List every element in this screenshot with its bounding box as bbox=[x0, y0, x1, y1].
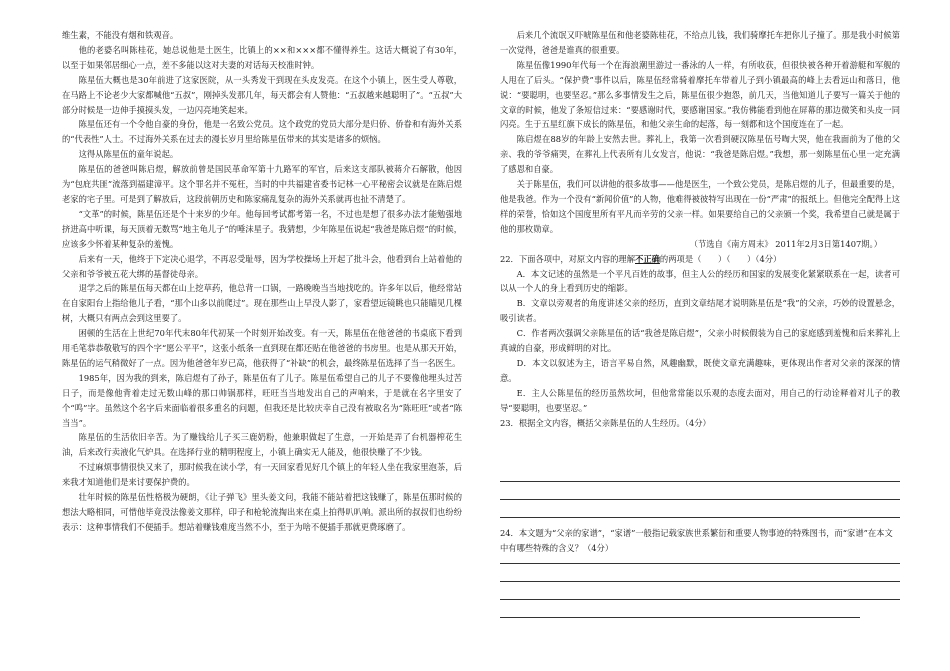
question-24: 24．本文题为“父亲的家谱”，“家谱”一般指记载家族世系繁衍和重要人物事迹的特殊图书，而“家谱”在本文中有哪些特殊的含义？（4分） bbox=[500, 528, 893, 553]
passage-paragraph: 维生素，不能没有烟和铁观音。 bbox=[62, 30, 179, 40]
passage-paragraph: “文革”的时候，陈星伍还是个十来岁的少年。他每回考试都考第一名，不过也是想了很多办法才能勉强地挤进高中听课，每天顶着无数骂“地主龟儿子”的唾沫星子。我猜想，少年陈星伍说起“我爸是陈启煜”的时候，应该多少怀着某种复杂的羞愧。 bbox=[62, 208, 462, 249]
right-column bbox=[500, 28, 900, 430]
passage-paragraph: 陈星伍的爸爸叫陈启煜，解放前曾是国民革命军第十九路军的军官，后来这支部队被蒋介石解散，他因为“包庇共匪”流落到福建漳平。这个罪名并不冤枉，当时的中共福建省委书记林一心平秘密会议就是在陈启煜老家的宅子里。可是到了解放后，这段前朝历史和陈家痛乱复杂的海外关系就再也扯不清楚了。 bbox=[62, 164, 462, 204]
passage-paragraph: 困顿的生活在上世纪70年代末80年代初某一个时刻开始改变。有一天，陈星伍在他爸爸的书桌底下看到用毛笔恭恭敬敬写的四个字“愿公平平”，这张小纸条一直到现在都还贴在他爸爸的书房里。也是从那天开始，陈星伍的运气稍微好了一点。因为他爸爸年岁已高，他获得了“补缺”的机会，最终陈星伍选择了当一名医生。 bbox=[62, 328, 462, 368]
question-24-block bbox=[500, 526, 900, 556]
source-note: （节选自《南方周末》 2011年2月3日第1407期。） bbox=[689, 238, 882, 249]
question-22-stem bbox=[500, 252, 900, 267]
question-22-option-b: B．文章以旁观者的角度讲述父亲的经历，直到文章结尾才说明陈星伍是“我”的父亲，巧妙的设置悬念，吸引读者。 bbox=[500, 298, 900, 324]
question-23: 23．根据全文内容，概括父亲陈星伍的人生经历。（4分） bbox=[500, 417, 711, 428]
passage-paragraph: 壮年时候的陈星伍性格极为硬朗，《让子弹飞》里头姜文问，我能不能站着把这钱赚了，陈星伍那时候的想法大略相同，可惜他毕竟没法像姜文那样，印子和枪轮流掏出来在桌上拍得叭叭响。派出所的叔叔们也纷纷表示：这种事情我们不便插手。想站着赚钱难度当然不小，至于为啥不便插手那就更费琢磨了。 bbox=[62, 492, 462, 532]
question-22-option-c: C．作者两次强调父亲陈星伍的话“我爸是陈启煜”，父亲小时候假装为自己的家庭感到羞愧和后来葬礼上真诚的自豪，形成鲜明的对比。 bbox=[500, 328, 900, 354]
passage-paragraph: 陈星伍的生活依旧辛苦。为了赚钱给儿子买三鹿奶粉，他兼职做起了生意，一开始是弄了台机器榨花生油，后来改行卖液化气炉具。在选择行业的精明程度上，小镇上确实无人能及，他很快赚了不少钱。 bbox=[62, 432, 462, 458]
question-22-option-d: D．本文以叙述为主，语言平易自然，风趣幽默，既使文章充满趣味，更体现出作者对父亲的深深的情意。 bbox=[500, 357, 900, 383]
passage-paragraph: 关于陈星伍，我们可以讲他的很多故事——他是医生，一个致公党员，是陈启煜的儿子，但最重要的是，他是我爸。作为一个没有“新闻价值”的人物，他难得被彼特写出现在一份“严肃”的报纸上。但他完全配得上这样的荣誉，恰如这个国度里所有平凡而辛劳的父亲一样。如果要给自己的父亲颁一个奖，我希望自己就是属于他的那枚勋章。 bbox=[500, 179, 900, 234]
question-22-emphasis: 不正确 bbox=[635, 253, 660, 264]
passage-paragraph: 陈星伍像1990年代每一个在海浪潮里游过一番泳的人一样，有所收获，但很快被各种开着游艇和军舰的人甩在了后头。“保护费”事件以后，陈星伍经常骑着摩托车带着儿子到小镇最高的峰上去看远山和落日，他说：“要聪明，也要坚忍。”那么多事情发生之后，陈星伍很少抱怨，前几天，当他知道儿子要写一篇关于他的文章的时候，他发了条短信过来：“要感谢时代，要感谢国家。”我仿佛能看到他在屏幕的那边微笑和头皮一同闪亮。生于五星红旗下成长的陈星伍，和他父亲生命的起落，每一刻都和这个国度连在了一起。 bbox=[500, 59, 900, 130]
passage-paragraph: 陈启煜在88岁的年龄上安然去世。葬礼上，我第一次看到硬汉陈星伍号啕大哭，他在我面前为了他的父亲、我的爷爷痛哭，在葬礼上代表所有儿女发言，他说：“我爸是陈启煜。”我想，那一刻陈星伍心里一定充满了感恩和自豪。 bbox=[500, 134, 900, 175]
passage-paragraph: 他的老婆名叫陈桂花，她总说他是土医生，比镇上的××和×××都不懂得养生。这话大概说了有30年，以至于如果邻居细心一点，差不多能以这对夫妻的对话每天校准时钟。 bbox=[62, 44, 462, 70]
answer-line bbox=[500, 581, 900, 582]
answer-area-24[interactable] bbox=[500, 563, 900, 618]
passage-paragraph: 后来几个流氓又吓唬陈星伍和他老婆陈桂花，不给点儿钱，我们骑摩托车把你儿子撞了。那是我小时候第一次觉得，爸爸是谁真的很重要。 bbox=[500, 30, 900, 55]
left-column bbox=[62, 28, 462, 535]
answer-line bbox=[500, 517, 900, 518]
question-22-option-e: E．主人公陈星伍的经历虽然坎坷，但他常常能以乐观的态度去面对，用自己的行动诠释着对儿子的教导“要聪明，也要坚忍。” bbox=[500, 387, 900, 413]
question-22-option-a: A．本文记述的虽然是一个平凡百姓的故事，但主人公的经历和国家的发展变化紧紧联系在一起，读者可以从一个人的身上看到历史的缩影。 bbox=[500, 268, 900, 294]
answer-area-23[interactable] bbox=[500, 481, 900, 518]
passage-paragraph: 陈星伍还有一个令他自豪的身份，他是一名致公党员。这个政党的党员大部分是归侨、侨眷和有海外关系的“代表性”人士。不过海外关系在过去的漫长岁月里给陈星伍带来的其实是诸多的烦恼。 bbox=[62, 119, 462, 145]
question-22-stem-post: 的两项是（ ）（ ）（4分） bbox=[659, 253, 782, 264]
passage-paragraph: 陈星伍大概也是30年前进了这家医院，从一头秀发干到现在头皮发亮。在这个小镇上，医生受人尊敬，在马路上不论老少大家都喊他“五叔”，刚掉头发那几年，每天都会有人赞他：“五叔越来越聪明了”。“五叔”大部分时候是一边伸手摸摸头发，一边闪亮地笑起来。 bbox=[62, 74, 462, 115]
question-22-stem-pre: 22．下面各项中，对原文内容的理解 bbox=[500, 253, 636, 264]
passage-paragraph: 不过麻烦事情很快又来了，那时候我在读小学，有一天回家看见好几个镇上的年轻人坐在我家里泡茶，后来我才知道他们是来讨要保护费的。 bbox=[62, 462, 462, 488]
answer-line bbox=[500, 617, 860, 618]
passage-paragraph: 退学之后的陈星伍每天都在山上挖草药，他总背一口锅，一路晚晚当当地找吃的。许多年以后，他经常站在自家阳台上指给他儿子看，“那个山多以前爬过”。现在那些山上早没人影了，家看望远镜眺也只能瞄见几棵树，大概只有两点会到这里要了。 bbox=[62, 283, 462, 324]
passage-paragraph: 1985年，因为我的到来，陈启煜有了孙子，陈星伍有了儿子。陈星伍希望自己的儿子不要像他埋头过苦日子，而是像他背着走过无数山峰的那口帅锅那样，旺旺当当地发出自己的声响来，于是就在名字里安了个“鸣”字。虽然这个名字后来面临着很多重名的问题，但我还是比较庆幸自己没有被取名为“陈旺旺”或者“陈当当”。 bbox=[62, 372, 462, 428]
answer-line bbox=[500, 499, 900, 500]
passage-paragraph: 后来有一天，他终于下定决心退学，不再忍受耻辱，因为学校操场上开起了批斗会，他看到台上站着他的父亲和爷爷被五花大绑的基督徒母亲。 bbox=[62, 253, 462, 279]
answer-line bbox=[500, 563, 900, 564]
answer-line bbox=[500, 481, 900, 482]
passage-paragraph: 这得从陈星伍的童年说起。 bbox=[78, 149, 179, 160]
answer-line bbox=[500, 599, 900, 600]
